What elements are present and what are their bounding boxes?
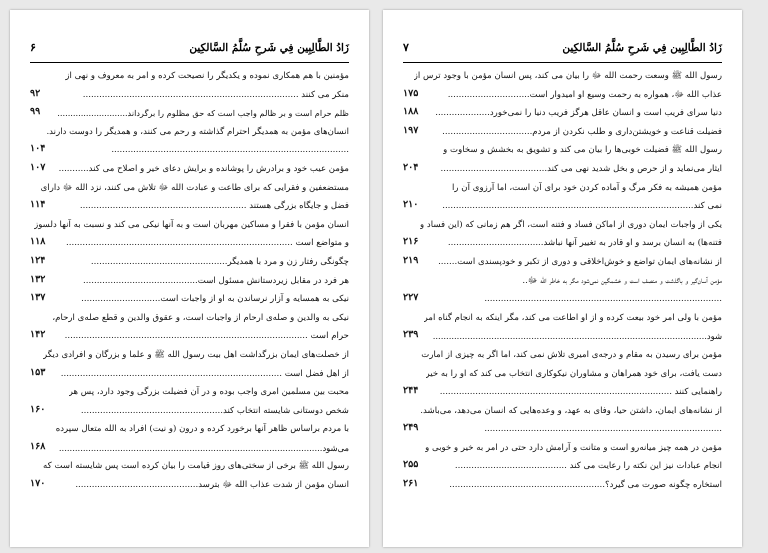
toc-entry-text: ایثار می‌نماید و از حرص و بخل شدید نهی می کند....................................... [440, 163, 722, 174]
page-header [403, 40, 722, 63]
toc-entry-text: حرام است ......................................................................................... [64, 331, 349, 342]
toc-entry-text: راهنمایی کنند ..................................................................................... [439, 387, 722, 398]
toc-page-number: ۱۲۴ [30, 254, 46, 266]
toc-line [30, 124, 349, 143]
toc-entry-text: مؤمن با ولی امر خود بیعت کرده و از او اطاعت می کند، مگر اینکه به انجام گناه امر [423, 312, 722, 323]
toc-page-number: ۱۱۴ [30, 199, 46, 211]
toc-entry-text: با مردم براساس ظاهر آنها برخورد کرده و درون (و نیت) افراد به الله متعال سپرده [55, 424, 349, 435]
toc-entry-text: مؤمن برای رسیدن به مقام و درجه‌ی امیری تلاش نمی کند، اما اگر به چیزی از امارت [421, 349, 722, 360]
toc-entry-text: مؤمن در همه چیز میانه‌رو است و متانت و آرامش دارد حتی در امر به خیر و خوبی و [425, 442, 722, 453]
toc-entry-text: شود....................................................................................................... [432, 331, 722, 342]
toc-page-number: ۲۳۹ [403, 329, 419, 341]
toc-line [30, 291, 349, 310]
toc-entry-text: استخاره چگونه صورت می گیرد؟......................................................... [449, 480, 722, 491]
toc-entry-text: دنیا سرای فریب است و انسان عاقل هرگز فریب دنیا را نمی‌خورد.................... [435, 108, 722, 119]
toc-line [403, 458, 722, 477]
toc-line [403, 254, 722, 273]
toc-entry-text: ....................................................................................... [111, 145, 349, 156]
toc-entry-text: فضیلت قناعت و خویشتن‌داری و طلب نکردن از مردم................................. [442, 126, 722, 137]
toc-page-number: ۹۹ [30, 106, 41, 118]
page-number: ۷ [403, 41, 409, 54]
toc-page-number: ۱۸۸ [403, 106, 419, 118]
toc-line [403, 68, 722, 87]
toc-line [403, 87, 722, 106]
left-page [10, 10, 369, 547]
toc-page-number: ۱۰۷ [30, 161, 46, 173]
toc-page-number: ۱۷۵ [403, 87, 419, 99]
toc-line [30, 198, 349, 217]
toc-page-number: ۱۷۰ [30, 478, 46, 490]
toc-line [403, 403, 722, 422]
toc-list [403, 68, 722, 496]
toc-page-number: ۲۱۹ [403, 254, 419, 266]
toc-entry-text: ظلم حرام است و بر ظالم واجب است که حق مظلوم را برگرداند........................... [57, 108, 349, 119]
toc-line [30, 421, 349, 440]
toc-page-number: ۲۵۵ [403, 459, 419, 471]
page-number: ۶ [30, 41, 36, 54]
toc-entry-text: رسول الله ﷺ فضیلت خوبی‌ها را بیان می کند و تشویق به بخشش و سخاوت و [443, 145, 722, 156]
toc-page-number: ۱۶۰ [30, 403, 46, 415]
toc-line [30, 403, 349, 422]
toc-line [403, 328, 722, 347]
toc-line [30, 235, 349, 254]
toc-list [30, 68, 349, 496]
toc-line [403, 347, 722, 366]
toc-entry-text: مؤمن همیشه به فکر مرگ و آماده کردن خود برای آن است، اما آرزوی آن را [452, 182, 722, 193]
toc-line [30, 68, 349, 87]
toc-line [30, 254, 349, 273]
toc-page-number: ۱۳۲ [30, 273, 46, 285]
toc-line [403, 180, 722, 199]
toc-entry-text: شخص دوستانی شایسته انتخاب کند.................................................... [80, 405, 349, 416]
toc-line [30, 87, 349, 106]
toc-line [403, 273, 722, 292]
toc-entry-text: می‌شود................................................................................................... [58, 442, 349, 453]
toc-entry-text: نیکی به همسایه و آزار نرساندن به او از واجبات است............................. [81, 294, 349, 305]
toc-line [30, 347, 349, 366]
toc-page-number: ۲۶۱ [403, 478, 419, 490]
toc-entry-text: و متواضع است ................................................................................... [66, 238, 349, 249]
toc-entry-text: چگونگی رفتار زن و مرد با همدیگر.................................................. [90, 256, 349, 267]
toc-entry-text: انسان مؤمن از شدت عذاب الله ﷻ بترسد............................................. [75, 480, 349, 491]
toc-line [403, 421, 722, 440]
toc-line [403, 198, 722, 217]
toc-line [30, 142, 349, 161]
running-title: زَادُ الطَّالِبِين فِي شَرحِ سُلَّمُ السَّالكِين [562, 42, 722, 54]
toc-line [403, 217, 722, 236]
toc-line [403, 124, 722, 143]
toc-entry-text: انجام عبادات نیز این نکته را رعایت می کند ......................................... [454, 461, 722, 472]
toc-line [403, 291, 722, 310]
toc-line [30, 458, 349, 477]
toc-entry-text: عذاب الله ﷻ، همواره به رحمت وسیع او امیدوار است.............................. [447, 89, 722, 100]
toc-entry-text: هر فرد در مقابل زیردستانش مسئول است.......................................... [83, 275, 349, 286]
toc-entry-text: نیکی به والدین و صله‌ی ارحام از واجبات است، و عقوق والدین و قطع صله‌ی ارحام، [52, 312, 349, 323]
toc-line [403, 477, 722, 496]
toc-line [30, 105, 349, 124]
toc-page-number: ۱۴۲ [30, 329, 46, 341]
toc-page-number: ۱۵۳ [30, 366, 46, 378]
toc-page-number: ۲۱۰ [403, 199, 419, 211]
toc-page-number: ۲۰۴ [403, 161, 419, 173]
toc-entry-text: محبت بین مسلمین امری واجب بوده و در آن فضیلت بزرگی وجود دارد، پس هر [68, 387, 349, 398]
toc-entry-text: منکر می کنند ............................................................................... [82, 89, 349, 100]
toc-entry-text: انسان‌های مؤمن به همدیگر احترام گذاشته و رحم می کنند، و همدیگر را دوست دارند. [46, 126, 349, 137]
toc-entry-text: مؤمنین با هم همکاری نموده و یکدیگر را نصیحت کرده و امر به معروف و نهی از [65, 71, 349, 81]
toc-entry-text: نمی کند............................................................................................ [442, 201, 722, 212]
toc-line [30, 180, 349, 199]
toc-entry-text: رسول الله ﷺ برخی از سختی‌های روز قیامت را بیان کرده است پس شایسته است که [43, 461, 349, 472]
toc-line [403, 161, 722, 180]
toc-entry-text: انسان مؤمن با فقرا و مساکین مهربان است و به آنها نیکی می کند و نسبت به آنها دلسوز [34, 219, 349, 230]
toc-line [30, 161, 349, 180]
toc-entry-text: یکی از واجبات ایمان دوری از اماکن فساد و فتنه است، اگر هم زمانی که (این فساد و [420, 219, 722, 230]
toc-entry-text: مؤمن آسان‌گیر و باگذشت و منصف است و خشمگین نمی‌شود مگر به خاطر الله ﷻ.. [522, 275, 722, 286]
toc-entry-text: مؤمن عیب خود و برادرش را پوشانده و برایش دعای خیر و اصلاح می کند........... [58, 163, 349, 174]
toc-line [30, 328, 349, 347]
toc-entry-text: دست یافت، برای خود همراهان و مشاوران نیکوکاری انتخاب می کند که او را به خیر [425, 368, 722, 379]
toc-entry-text: از نشانه‌های ایمان تواضع و خوش‌اخلاقی و دوری از تکبر و خودپسندی است....... [438, 256, 722, 267]
toc-line [30, 440, 349, 459]
toc-entry-text: ....................................................................................... [484, 424, 722, 435]
toc-page-number: ۱۱۸ [30, 236, 46, 248]
page-header [30, 40, 349, 63]
toc-entry-text: رسول الله ﷺ وسعت رحمت الله ﷻ را بیان می کند، پس انسان مؤمن با وجود ترس از [413, 71, 722, 81]
toc-line [403, 366, 722, 385]
toc-page-number: ۱۰۴ [30, 143, 46, 155]
toc-line [30, 217, 349, 236]
toc-line [403, 384, 722, 403]
toc-line [30, 477, 349, 496]
toc-line [403, 440, 722, 459]
toc-line [30, 384, 349, 403]
toc-entry-text: مستضعفین و فقرایی که برای طاعت و عبادت الله ﷻ تلاش می کنند، نزد الله ﷻ دارای [40, 182, 349, 193]
toc-page-number: ۲۴۴ [403, 385, 419, 397]
toc-entry-text: ....................................................................................... [484, 294, 722, 305]
toc-page-number: ۱۶۸ [30, 440, 46, 452]
toc-entry-text: فتنه‌ها) به انسان برسد و او قادر به تغییر آنها نباشد................................... [447, 238, 722, 249]
toc-page-number: ۱۹۷ [403, 124, 419, 136]
toc-page-number: ۲۴۹ [403, 422, 419, 434]
toc-line [403, 142, 722, 161]
toc-entry-text: از نشانه‌های ایمان، داشتن حیا، وفای به عهد، و وعده‌هایی که انسان می‌دهد، می‌باشد. [420, 405, 722, 416]
toc-line [30, 310, 349, 329]
toc-entry-text: از خصلت‌های ایمان بزرگداشت اهل بیت رسول الله ﷺ و علما و بزرگان و افرادی دیگر [43, 349, 349, 360]
toc-line [30, 273, 349, 292]
toc-line [403, 105, 722, 124]
toc-page-number: ۱۳۷ [30, 292, 46, 304]
toc-line [403, 310, 722, 329]
toc-line [30, 366, 349, 385]
toc-entry-text: از اهل فضل است ................................................................................. [60, 368, 349, 379]
toc-entry-text: فضل و جایگاه بزرگی هستند ............................................................. [79, 201, 349, 212]
right-page [383, 10, 742, 547]
toc-page-number: ۹۲ [30, 87, 41, 99]
running-title: زَادُ الطَّالِبِين فِي شَرحِ سُلَّمُ السَّالكِين [189, 42, 349, 54]
toc-page-number: ۲۱۶ [403, 236, 419, 248]
toc-page-number: ۲۲۷ [403, 292, 419, 304]
toc-line [403, 235, 722, 254]
